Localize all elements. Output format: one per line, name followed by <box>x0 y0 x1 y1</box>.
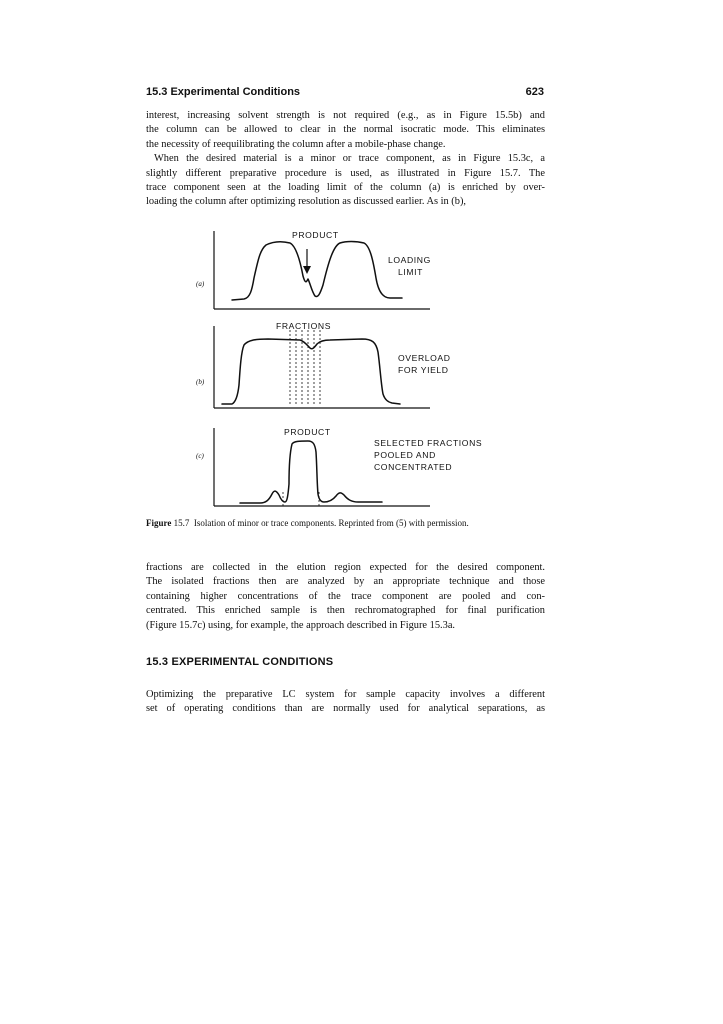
panel-b-side-label-1: OVERLOAD <box>398 353 451 363</box>
text-line: containing higher concentrations of the trace component are pooled and con- <box>146 590 545 602</box>
panel-b-top-label: FRACTIONS <box>276 321 332 331</box>
panel-b-side-label-2: FOR YIELD <box>398 365 449 375</box>
page-number: 623 <box>525 86 544 98</box>
caption-number: 15.7 <box>173 518 190 528</box>
panel-a <box>196 230 431 309</box>
header-section-title: 15.3 Experimental Conditions <box>146 86 301 98</box>
panel-c-side-label-1: SELECTED FRACTIONS <box>374 438 483 448</box>
text-line: the column can be allowed to clear in the normal isocratic mode. This eliminates <box>146 124 545 136</box>
text-line: the necessity of reequilibrating the column after a mobile-phase change. <box>146 138 446 150</box>
panel-b-chromatogram <box>222 339 400 404</box>
text-line: set of operating conditions than are normally used for analytical separations, as <box>146 703 545 715</box>
panel-c <box>196 427 482 508</box>
panel-b-label: (b) <box>196 378 205 386</box>
text-line: (Figure 15.7c) using, for example, the approach described in Figure 15.3a. <box>146 619 456 631</box>
panel-b <box>196 321 451 408</box>
panel-c-chromatogram <box>240 441 382 503</box>
panel-c-side-label-3: CONCENTRATED <box>374 462 453 472</box>
arrow-head-icon <box>303 266 311 274</box>
text-line: trace component seen at the loading limit of the column (a) is enriched by over- <box>146 181 545 193</box>
panel-a-side-label-1: LOADING <box>388 255 431 265</box>
section-paragraph <box>146 688 545 717</box>
text-line: Optimizing the preparative LC system for sample capacity involves a different <box>146 689 545 700</box>
panel-c-top-label: PRODUCT <box>284 427 331 437</box>
after-figure-paragraph <box>146 561 545 633</box>
text-line: interest, increasing solvent strength is not required (e.g., as in Figure 15.5b) and <box>146 110 545 121</box>
text-line: fractions are collected in the elution region expected for the desired component. <box>146 562 545 573</box>
caption-text: Isolation of minor or trace components. Reprinted from (5) with permission. <box>193 518 469 528</box>
caption-label: Figure <box>146 518 172 528</box>
text-line: slightly different preparative procedure is used, as illustrated in Figure 15.7. The <box>146 167 545 179</box>
text-line: The isolated fractions then are analyzed by an appropriate technique and those <box>146 576 545 588</box>
figure-caption <box>146 518 566 528</box>
panel-c-side-label-2: POOLED AND <box>374 450 436 460</box>
panel-a-label: (a) <box>196 280 205 288</box>
text-line: centrated. This enriched sample is then rechromatographed for final purification <box>146 605 545 617</box>
text-line: When the desired material is a minor or trace component, as in Figure 15.3c, a <box>154 153 545 165</box>
text-line: loading the column after optimizing resolution as discussed earlier. As in (b), <box>146 196 467 208</box>
panel-c-label: (c) <box>196 452 204 460</box>
panel-a-top-label: PRODUCT <box>292 230 339 240</box>
section-heading: 15.3 EXPERIMENTAL CONDITIONS <box>146 656 334 668</box>
panel-a-side-label-2: LIMIT <box>398 267 423 277</box>
panel-a-chromatogram <box>232 242 402 301</box>
